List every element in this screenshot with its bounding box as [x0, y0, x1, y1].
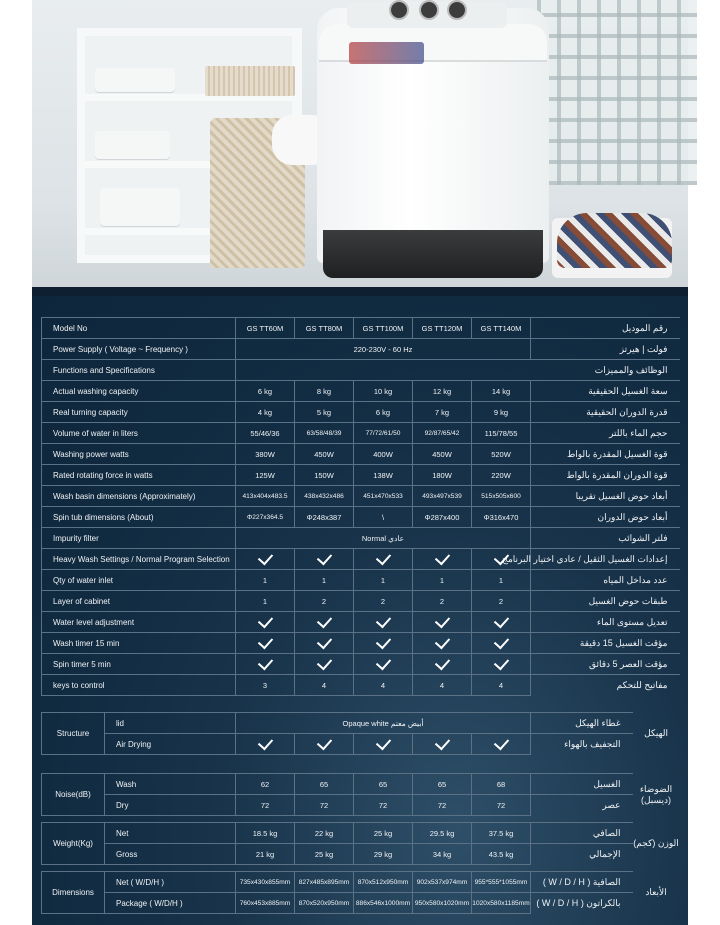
check-icon: [375, 654, 390, 670]
spec-value: 2: [472, 591, 531, 612]
noise-value: 72: [295, 795, 354, 816]
power-row: [42, 339, 680, 360]
noise-value: 72: [472, 795, 531, 816]
spec-label: Layer of cabinet: [42, 591, 236, 612]
dimensions-sub-label-ar: بالكراتون ( W / D / H ): [531, 893, 633, 914]
spec-value: 515x505x600: [472, 486, 531, 507]
dimensions-value: 955*555*1055mm: [472, 872, 531, 893]
noise-value: 68: [472, 774, 531, 795]
spec-value: 92/87/65/42: [413, 423, 472, 444]
dimensions-value: 760x453x885mm: [236, 893, 295, 914]
spec-check-cell: [236, 633, 295, 654]
check-icon: [375, 549, 390, 565]
spec-check-cell: [472, 633, 531, 654]
power-value: 220-230V - 60 Hz: [236, 339, 531, 360]
spec-row: [42, 549, 680, 570]
spec-row: [42, 465, 680, 486]
spec-value: 10 kg: [354, 381, 413, 402]
spec-value: 63/58/48/39: [295, 423, 354, 444]
dimensions-sub-label: Net ( W/D/H ): [105, 872, 236, 893]
impurity-label-ar: فلتر الشوائب: [531, 528, 680, 549]
noise-sub-label: Dry: [105, 795, 236, 816]
check-icon: [493, 734, 508, 750]
weight-sub-label: Gross: [105, 844, 236, 865]
spec-value: 77/72/61/50: [354, 423, 413, 444]
dimensions-row: [42, 872, 680, 893]
noise-sub-label-ar: عصر: [531, 795, 633, 816]
power-label-ar: فولت | هيرتز: [531, 339, 680, 360]
spec-value: 1: [472, 570, 531, 591]
spec-value: 14 kg: [472, 381, 531, 402]
weight-value: 25 kg: [354, 823, 413, 844]
spec-value: Φ227x364.5: [236, 507, 295, 528]
spec-value: 138W: [354, 465, 413, 486]
spec-value: 2: [295, 591, 354, 612]
check-icon: [434, 612, 449, 628]
spec-value: 438x432x486: [295, 486, 354, 507]
dimensions-value: 1020x580x1185mm: [472, 893, 531, 914]
weight-value: 18.5 kg: [236, 823, 295, 844]
check-icon: [316, 549, 331, 565]
model-name: GS TT120M: [413, 318, 472, 339]
spec-label-ar: عدد مداخل المياه: [531, 570, 680, 591]
check-icon: [316, 612, 331, 628]
functions-label-ar: الوظائف والمميزات: [531, 360, 680, 381]
spec-value: 4 kg: [236, 402, 295, 423]
spec-value: 493x497x539: [413, 486, 472, 507]
spec-value: 115/78/55: [472, 423, 531, 444]
noise-sub-label: Wash: [105, 774, 236, 795]
spec-check-cell: [354, 549, 413, 570]
spec-row: [42, 423, 680, 444]
spec-label: Wash timer 15 min: [42, 633, 236, 654]
spec-value: 9 kg: [472, 402, 531, 423]
noise-value: 65: [295, 774, 354, 795]
spec-value: 1: [236, 591, 295, 612]
spec-label-ar: قوة الدوران المقدرة بالواط: [531, 465, 680, 486]
spec-row: [42, 381, 680, 402]
spec-label: Qty of water inlet: [42, 570, 236, 591]
spec-value: 451x470x533: [354, 486, 413, 507]
spec-row: [42, 444, 680, 465]
spec-check-cell: [413, 633, 472, 654]
check-icon: [434, 633, 449, 649]
impurity-value: Normal عادي: [236, 528, 531, 549]
spec-value: 4: [413, 675, 472, 696]
spec-check-cell: [236, 549, 295, 570]
dimensions-value: 870x520x950mm: [295, 893, 354, 914]
spec-label-ar: طبقات حوض الغسيل: [531, 591, 680, 612]
spec-value: 1: [413, 570, 472, 591]
spec-label: Volume of water in liters: [42, 423, 236, 444]
spec-label-ar: إعدادات الغسيل الثقيل / عادي اختيار البرنامج: [531, 549, 680, 570]
spec-value: 400W: [354, 444, 413, 465]
spec-label-ar: تعديل مستوى الماء: [531, 612, 680, 633]
spec-check-cell: [295, 549, 354, 570]
spec-label-ar: سعة الغسيل الحقيقية: [531, 381, 680, 402]
weight-sub-label-ar: الصافي: [531, 823, 633, 844]
spec-value: 125W: [236, 465, 295, 486]
lid-label: lid: [105, 713, 236, 734]
spec-label-ar: قوة الغسيل المقدرة بالواط: [531, 444, 680, 465]
spec-value: Φ316x470: [472, 507, 531, 528]
dimensions-value: 827x485x895mm: [295, 872, 354, 893]
spec-label: Real turning capacity: [42, 402, 236, 423]
spec-label: Water level adjustment: [42, 612, 236, 633]
spec-value: 6 kg: [354, 402, 413, 423]
air-drying-row: [42, 734, 680, 755]
check-icon: [434, 549, 449, 565]
spec-check-cell: [413, 612, 472, 633]
weight-sub-label: Net: [105, 823, 236, 844]
spec-label-ar: قدرة الدوران الحقيقية: [531, 402, 680, 423]
weight-value: 29.5 kg: [413, 823, 472, 844]
dimensions-value: 886x546x1000mm: [354, 893, 413, 914]
dimensions-label-ar: الأبعاد: [645, 887, 667, 897]
spec-label-ar: مؤقت الغسيل 15 دقيقة: [531, 633, 680, 654]
weight-value: 43.5 kg: [472, 844, 531, 865]
check-icon: [257, 734, 272, 750]
spec-value: 413x404x483.5: [236, 486, 295, 507]
check-icon: [316, 734, 331, 750]
check-icon: [257, 612, 272, 628]
spec-check-cell: [236, 654, 295, 675]
noise-value: 62: [236, 774, 295, 795]
spec-value: 1: [236, 570, 295, 591]
spec-check-cell: [236, 612, 295, 633]
spec-value: 180W: [413, 465, 472, 486]
spec-value: 6 kg: [236, 381, 295, 402]
check-icon: [375, 612, 390, 628]
noise-label-ar: الضوضاء (ديسبل): [639, 783, 673, 805]
model-no-label-ar: رقم الموديل: [531, 318, 680, 339]
check-icon: [375, 633, 390, 649]
dimensions-value: 902x537x974mm: [413, 872, 472, 893]
power-label: Power Supply ( Voltage ~ Frequency ): [42, 339, 236, 360]
structure-lid-row: [42, 713, 680, 734]
spec-label: Spin timer 5 min: [42, 654, 236, 675]
noise-value: 65: [354, 774, 413, 795]
weight-label-ar: الوزن (كجم): [633, 838, 679, 848]
spec-value: 7 kg: [413, 402, 472, 423]
spec-value: \: [354, 507, 413, 528]
model-name: GS TT100M: [354, 318, 413, 339]
spec-panel: [32, 287, 688, 925]
product-photo: [32, 0, 688, 287]
spec-value: 12 kg: [413, 381, 472, 402]
spec-row: [42, 591, 680, 612]
model-name: GS TT140M: [472, 318, 531, 339]
model-row: [42, 318, 680, 339]
weight-value: 21 kg: [236, 844, 295, 865]
spec-row: [42, 570, 680, 591]
structure-table: [41, 712, 680, 755]
check-icon: [316, 654, 331, 670]
spec-value: 150W: [295, 465, 354, 486]
impurity-label: Impurity filter: [42, 528, 236, 549]
check-icon: [257, 654, 272, 670]
spec-label: Washing power watts: [42, 444, 236, 465]
check-icon: [257, 549, 272, 565]
noise-label: Noise(dB): [42, 774, 105, 816]
spec-label: Heavy Wash Settings / Normal Program Selection: [42, 549, 236, 570]
spec-row: [42, 633, 680, 654]
dimensions-row: [42, 893, 680, 914]
spec-label: keys to control: [42, 675, 236, 696]
spec-value: Φ248x387: [295, 507, 354, 528]
weight-value: 34 kg: [413, 844, 472, 865]
noise-row: [42, 795, 680, 816]
spec-row: [42, 486, 680, 507]
spec-check-cell: [472, 654, 531, 675]
check-icon: [493, 654, 508, 670]
weight-value: 37.5 kg: [472, 823, 531, 844]
spec-check-cell: [472, 612, 531, 633]
structure-label: Structure: [42, 713, 105, 755]
model-name: GS TT80M: [295, 318, 354, 339]
check-icon: [493, 633, 508, 649]
spec-value: 5 kg: [295, 402, 354, 423]
spec-value: 380W: [236, 444, 295, 465]
spec-row: [42, 612, 680, 633]
air-drying-label: Air Drying: [105, 734, 236, 755]
spec-row: [42, 402, 680, 423]
spec-check-cell: [354, 633, 413, 654]
spec-value: 520W: [472, 444, 531, 465]
spec-value: 1: [354, 570, 413, 591]
dimensions-label: Dimensions: [42, 872, 105, 914]
weight-value: 22 kg: [295, 823, 354, 844]
lid-value: Opaque white أبيض معتم: [236, 713, 531, 734]
check-icon: [375, 734, 390, 750]
spec-value: 450W: [413, 444, 472, 465]
spec-value: 4: [354, 675, 413, 696]
check-icon: [434, 734, 449, 750]
model-name: GS TT60M: [236, 318, 295, 339]
spec-check-cell: [295, 654, 354, 675]
weight-value: 29 kg: [354, 844, 413, 865]
noise-value: 72: [354, 795, 413, 816]
lid-label-ar: غطاء الهيكل: [531, 713, 633, 734]
dimensions-sub-label: Package ( W/D/H ): [105, 893, 236, 914]
check-icon: [434, 654, 449, 670]
weight-row: [42, 823, 680, 844]
functions-label: Functions and Specifications: [42, 360, 236, 381]
spec-check-cell: [295, 633, 354, 654]
dimensions-value: 950x580x1020mm: [413, 893, 472, 914]
spec-value: 2: [413, 591, 472, 612]
spec-label-ar: مفاتيح للتحكم: [531, 675, 680, 696]
physical-table: [41, 773, 680, 914]
dimensions-value: 870x512x950mm: [354, 872, 413, 893]
structure-label-ar: الهيكل: [644, 728, 668, 738]
spec-label: Wash basin dimensions (Approximately): [42, 486, 236, 507]
spec-table: [41, 317, 680, 696]
spec-row: [42, 675, 680, 696]
weight-value: 25 kg: [295, 844, 354, 865]
spec-label: Actual washing capacity: [42, 381, 236, 402]
weight-label: Weight(Kg): [42, 823, 105, 865]
spec-check-cell: [413, 549, 472, 570]
spec-label: Spin tub dimensions (About): [42, 507, 236, 528]
spec-value: 450W: [295, 444, 354, 465]
spec-value: 3: [236, 675, 295, 696]
spec-value: 220W: [472, 465, 531, 486]
functions-row: [42, 360, 680, 381]
air-drying-label-ar: التجفيف بالهواء: [531, 734, 633, 755]
spec-value: 55/46/36: [236, 423, 295, 444]
spec-value: Φ287x400: [413, 507, 472, 528]
noise-value: 72: [236, 795, 295, 816]
impurity-row: [42, 528, 680, 549]
spec-check-cell: [354, 612, 413, 633]
spec-value: 2: [354, 591, 413, 612]
spec-label-ar: أبعاد حوض الغسيل تقريبا: [531, 486, 680, 507]
dimensions-value: 735x430x855mm: [236, 872, 295, 893]
spec-label: Rated rotating force in watts: [42, 465, 236, 486]
noise-row: [42, 774, 680, 795]
spec-row: [42, 507, 680, 528]
spec-check-cell: [354, 654, 413, 675]
weight-sub-label-ar: الإجمالي: [531, 844, 633, 865]
dimensions-sub-label-ar: الصافية ( W / D / H ): [531, 872, 633, 893]
check-icon: [316, 633, 331, 649]
washing-machine: [317, 8, 549, 263]
model-no-label: Model No: [42, 318, 236, 339]
spec-check-cell: [295, 612, 354, 633]
weight-row: [42, 844, 680, 865]
noise-value: 65: [413, 774, 472, 795]
spec-value: 1: [295, 570, 354, 591]
spec-label-ar: مؤقت العصر 5 دقائق: [531, 654, 680, 675]
spec-row: [42, 654, 680, 675]
noise-sub-label-ar: الغسيل: [531, 774, 633, 795]
spec-label-ar: أبعاد حوض الدوران: [531, 507, 680, 528]
check-icon: [257, 633, 272, 649]
spec-label-ar: حجم الماء باللتر: [531, 423, 680, 444]
spec-value: 4: [472, 675, 531, 696]
spec-value: 4: [295, 675, 354, 696]
spec-value: 8 kg: [295, 381, 354, 402]
check-icon: [493, 612, 508, 628]
spec-check-cell: [413, 654, 472, 675]
noise-value: 72: [413, 795, 472, 816]
